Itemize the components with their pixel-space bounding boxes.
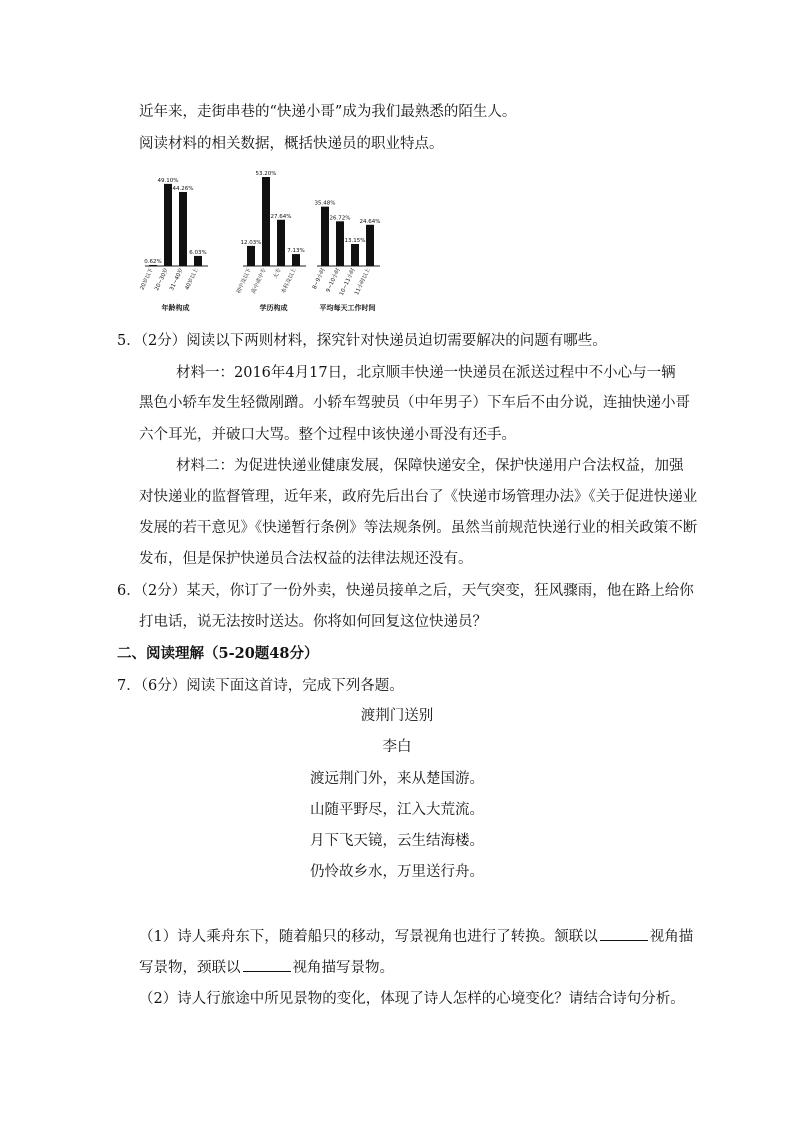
poem-line-3: 月下飞天镜，云生结海楼。 <box>310 833 484 849</box>
chart-0-bar-2 <box>179 192 187 266</box>
chart-2-category-label-1: 9~10小时 <box>325 267 342 294</box>
chart-0-value-label-3: 6.03% <box>189 249 207 256</box>
q5-material2-line4: 发布，但是保护快递员合法权益的法律法规还没有。 <box>139 551 473 567</box>
chart-2-bar-1 <box>336 221 344 266</box>
chart-2-bar-2 <box>351 244 359 266</box>
answer-blank-1[interactable] <box>600 926 648 941</box>
chart-0-category-label-1: 20~30岁 <box>154 267 170 292</box>
poem-author: 李白 <box>382 739 412 755</box>
chart-1-category-label-2: 大专 <box>272 267 283 280</box>
chart-1-value-label-0: 12.03% <box>240 239 262 246</box>
chart-0-bar-1 <box>164 184 172 266</box>
chart-2-value-label-0: 35.48% <box>314 200 336 207</box>
chart-0-category-label-0: 20岁以下 <box>139 267 155 292</box>
chart-2-value-label-3: 24.64% <box>359 218 381 225</box>
q5-material2-line3: 发展的若干意见》《快递暂行条例》等法规条例。虽然当前规范快递行业的相关政策不断 <box>139 520 698 536</box>
chart-0-bar-0 <box>149 265 157 266</box>
chart-1-title: 学历构成 <box>259 304 288 312</box>
chart-2-category-label-3: 11小时以上 <box>354 267 372 297</box>
chart-2-category-label-2: 10~11小时 <box>338 267 357 297</box>
chart-0-category-label-3: 40岁以上 <box>184 267 200 292</box>
chart-2-bar-0 <box>321 207 329 266</box>
q5-material1-line2: 黑色小轿车发生轻微剐蹭。小轿车驾驶员（中年男子）下车后不由分说，连抽快递小哥 <box>139 395 690 411</box>
q7-sub1-line1: （1）诗人乘舟东下，随着船只的移动，写景视角也进行了转换。颔联以 视角描 <box>139 926 693 947</box>
q7-sub1-line2: 写景物，颈联以 视角描写景物。 <box>139 957 394 978</box>
q5-stem: 5．（2分）阅读以下两则材料，探究针对快递员迫切需要解决的问题有哪些。 <box>117 333 607 349</box>
q6-line2: 打电话，说无法按时送达。你将如何回复这位快递员？ <box>139 614 487 630</box>
poem-line-2: 山随平野尽，江入大荒流。 <box>310 802 484 818</box>
courier-statistics-chart <box>135 168 395 318</box>
chart-1-bar-1 <box>262 177 270 266</box>
chart-1-category-label-3: 本科及以上 <box>280 267 298 295</box>
chart-2-value-label-1: 26.72% <box>329 215 351 222</box>
q6-line1: 6．（2分）某天，你订了一份外卖，快递员接单之后，天气突变，狂风骤雨，他在路上给你 <box>117 583 694 599</box>
q5-material2-line1: 材料二：为促进快递业健康发展，保障快递安全，保护快递用户合法权益，加强 <box>176 458 684 474</box>
chart-2-title: 平均每天工作时间 <box>319 304 376 312</box>
chart-1-category-label-1: 高中或中专 <box>250 267 268 295</box>
answer-blank-2[interactable] <box>243 957 291 972</box>
poem-line-4: 仍怜故乡水，万里送行舟。 <box>310 864 484 880</box>
chart-0-value-label-2: 44.26% <box>172 185 194 192</box>
poem-title: 渡荆门送别 <box>360 708 434 724</box>
q7-stem: 7．（6分）阅读下面这首诗，完成下列各题。 <box>117 678 404 694</box>
chart-0-category-label-2: 31~40岁 <box>169 267 185 292</box>
q7-sub2: （2）诗人行旅途中所见景物的变化，体现了诗人怎样的心境变化？请结合诗句分析。 <box>139 991 685 1007</box>
chart-0-value-label-1: 49.10% <box>157 177 179 184</box>
chart-2-value-label-2: 13.15% <box>344 238 366 245</box>
chart-1-category-label-0: 初中及以下 <box>235 267 253 295</box>
q5-material1-line3: 六个耳光，并破口大骂。整个过程中该快递小哥没有还手。 <box>139 427 516 443</box>
chart-1-value-label-2: 27.64% <box>270 213 292 220</box>
chart-1-bar-3 <box>292 254 300 266</box>
chart-1-value-label-1: 53.20% <box>255 171 277 178</box>
chart-0-value-label-0: 0.62% <box>144 258 162 265</box>
chart-1-bar-2 <box>277 220 285 266</box>
section-2-heading: 二、阅读理解（5-20题48分） <box>117 645 319 662</box>
chart-1-bar-0 <box>247 246 255 266</box>
chart-0-title: 年龄构成 <box>161 304 190 312</box>
poem-line-1: 渡远荆门外，来从楚国游。 <box>310 771 484 787</box>
q5-material1-line1: 材料一：2016年4月17日，北京顺丰快递一快递员在派送过程中不小心与一辆 <box>176 365 676 381</box>
chart-2-bar-3 <box>366 225 374 266</box>
intro-line-2: 阅读材料的相关数据，概括快递员的职业特点。 <box>139 136 444 152</box>
chart-0-bar-3 <box>194 256 202 266</box>
q5-material2-line2: 对快递业的监督管理，近年来，政府先后出台了《快递市场管理办法》《关于促进快递业 <box>139 489 698 505</box>
chart-2-category-label-0: 8~9小时 <box>311 267 327 291</box>
chart-1-value-label-3: 7.13% <box>287 248 305 255</box>
intro-line-1: 近年来，走街串巷的“快递小哥”成为我们最熟悉的陌生人。 <box>139 104 517 120</box>
